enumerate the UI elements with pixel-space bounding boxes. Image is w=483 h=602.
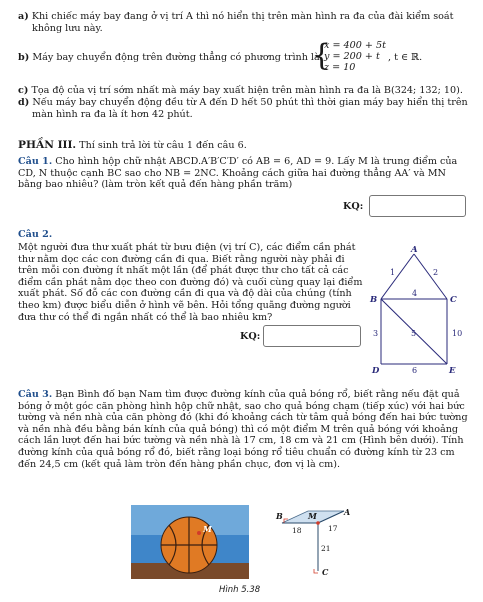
vertex-d: D <box>372 366 380 374</box>
point-m-marker <box>197 531 201 535</box>
corner-label-b: B <box>276 511 283 521</box>
vertex-e: E <box>449 366 456 374</box>
weight-be: 5 <box>411 329 417 338</box>
line-equation-system: x = 400 + 5t y = 200 + t z = 10 <box>324 40 386 73</box>
distance-17: 17 <box>328 524 338 533</box>
corner-label-c: C <box>322 567 329 577</box>
edge-ab <box>381 254 414 299</box>
ball-point-label: M <box>203 524 212 534</box>
corner-diagram <box>262 505 354 579</box>
distance-21: 21 <box>321 544 331 553</box>
item-b: b) Máy bay chuyển động trên đường thẳng có phương trình là <box>18 52 320 63</box>
route-graph <box>368 244 468 374</box>
vertex-b: B <box>370 295 378 305</box>
q2-answer-box[interactable] <box>263 325 361 347</box>
q2-label: Câu 2. <box>18 229 53 240</box>
part3-heading: PHẦN III. Thí sinh trả lời từ câu 1 đến câu 6. <box>18 139 247 151</box>
item-a: a) Khi chiếc máy bay đang ở vị trí A thì nó hiển thị trên màn hình ra đa của đài kiểm soát không lưu này. <box>18 11 454 34</box>
q1-answer-box[interactable] <box>369 195 466 217</box>
item-d: d) Nếu máy bay chuyển động đều từ A đến D hết 50 phút thì thời gian máy bay hiển thị trên màn hình ra đa là ít hơn 42 phút. <box>18 97 468 120</box>
item-c: c) Tọa độ của vị trí sớm nhất mà máy bay xuất hiện trên màn hình ra đa là B(324; 132; 10). <box>18 85 463 96</box>
question-3: Câu 3. Bạn Bình đố bạn Nam tìm được đường kính của quả bóng rổ, biết rằng nếu đặt quả bóng ở một góc căn phòng hình hộp chữ nhật, sao cho quả bóng chạm (tiếp xúc) với hai bức tường và nền nhà của căn phòng đó (khi đó khoảng cách từ tâm quả bóng đến hai bức tường và nền nhà đều bằng bán kính của quả bóng) thì có một điểm M trên quả bóng với khoảng cách lần lượt đến hai bức tường và nền nhà là 17 cm, 18 cm và 21 cm (Hình bên dưới). Tính đường kính của quả bóng rổ đó, biết rằng loại bóng rổ tiêu chuẩn có đường kính từ 23 cm đến 24,5 cm (kết quả làm tròn đến hàng phần chục, đơn vị là cm). <box>18 389 468 470</box>
weight-bd: 3 <box>373 329 379 338</box>
weight-bc: 4 <box>412 289 418 298</box>
figure-caption: Hình 5.38 <box>219 585 261 595</box>
corner-label-a: A <box>344 507 351 517</box>
weight-ce: 10 <box>452 329 463 338</box>
question-2: Một người đưa thư xuất phát từ bưu điện (vị trí C), các điểm cần phát thư nằm dọc các con đường cần đi qua. Biết rằng người này phải đi trên mỗi con đường ít nhất một lần (để phát được thư cho tất cả các điểm cần phát nằm dọc theo con đường đó) và cuối cùng quay lại điểm xuất phát. Số đỗ các con đường cần đi qua và độ dài của chúng (tính theo km) được biểu diễn ở hình vẽ bên. Hỏi tổng quãng đường người đưa thư có thể đi ngắn nhất có thể là bao nhiêu km? <box>18 242 363 323</box>
vertex-a: A <box>411 245 418 255</box>
weight-ac: 2 <box>433 268 439 277</box>
vertex-c: C <box>450 295 457 305</box>
param-condition: , t ∈ ℝ. <box>388 52 423 63</box>
basketball-photo <box>131 505 249 579</box>
q2-kq-label: KQ: <box>240 331 261 342</box>
system-brace: { <box>312 38 332 73</box>
point-m-dot <box>316 521 320 525</box>
q1-kq-label: KQ: <box>343 201 364 212</box>
weight-de: 6 <box>412 366 418 374</box>
edge-ac <box>414 254 447 299</box>
weight-ab: 1 <box>390 268 396 277</box>
question-1: Câu 1. Cho hình hộp chữ nhật ABCD.A′B′C′D′ có AB = 6, AD = 9. Lấy M là trung điểm của CD, N thuộc cạnh BC sao cho NB = 2NC. Khoảng cách giữa hai đường thẳng AA′ và MN bằng bao nhiêu? (làm tròn kết quả đến hàng phần trăm) <box>18 156 458 191</box>
distance-18: 18 <box>292 526 302 535</box>
corner-label-m: M <box>308 511 317 521</box>
